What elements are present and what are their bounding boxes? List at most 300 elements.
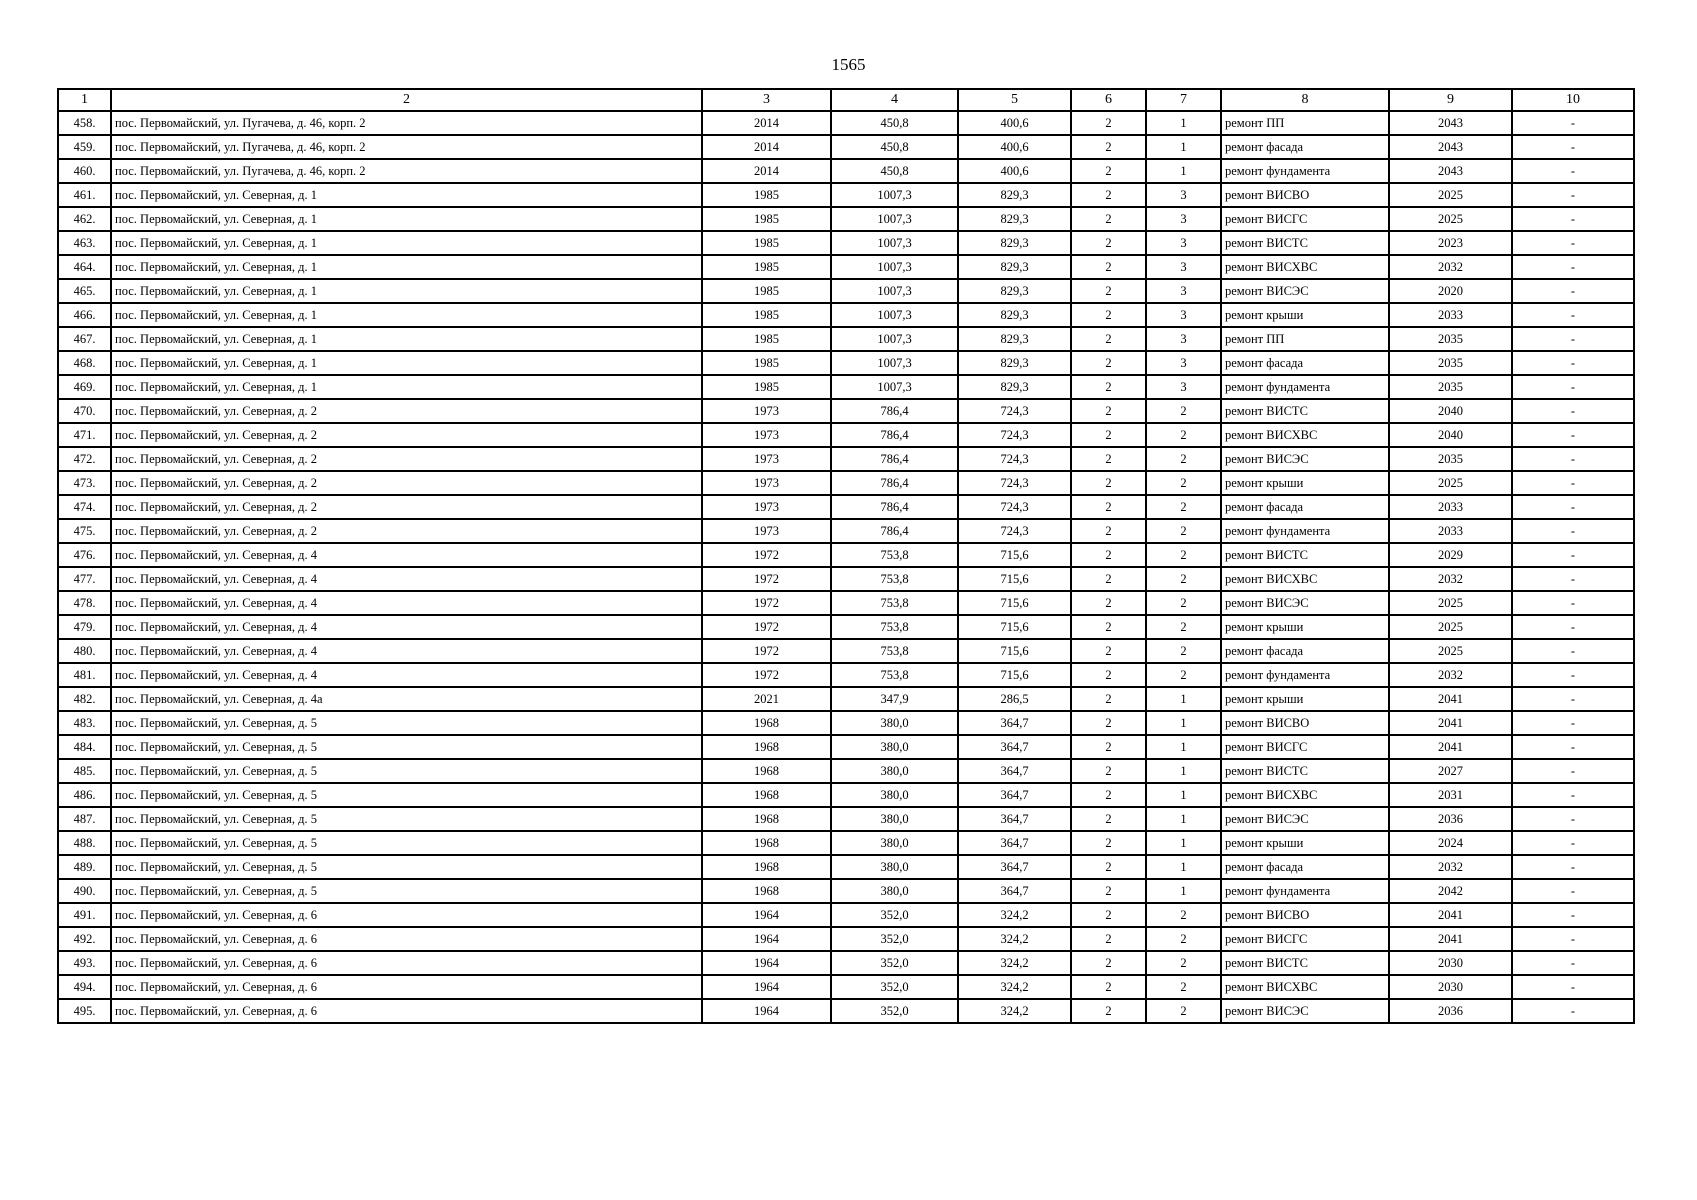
table-row [58,255,1634,279]
cell-work-type: ремонт крыши [1221,831,1389,855]
cell-work-type: ремонт фундамента [1221,879,1389,903]
cell-address: пос. Первомайский, ул. Северная, д. 1 [111,183,702,207]
cell-year-built: 1973 [702,495,831,519]
table-row [58,303,1634,327]
cell-year-built: 1972 [702,615,831,639]
cell-row-number: 467. [58,327,111,351]
cell-total-area: 753,8 [831,591,958,615]
cell-year-built: 1973 [702,423,831,447]
cell-year-built: 1964 [702,999,831,1023]
cell-year-built: 1973 [702,399,831,423]
cell-planned-year: 2035 [1389,447,1512,471]
cell-address: пос. Первомайский, ул. Северная, д. 4 [111,591,702,615]
cell-entrances: 2 [1146,615,1221,639]
cell-note: - [1512,567,1634,591]
cell-note: - [1512,279,1634,303]
cell-floors: 2 [1071,711,1146,735]
cell-entrances: 3 [1146,327,1221,351]
cell-note: - [1512,927,1634,951]
cell-year-built: 2021 [702,687,831,711]
cell-work-type: ремонт ВИСХВС [1221,423,1389,447]
cell-work-type: ремонт ВИСХВС [1221,255,1389,279]
table-row [58,951,1634,975]
cell-work-type: ремонт ВИСВО [1221,711,1389,735]
cell-living-area: 829,3 [958,327,1071,351]
cell-planned-year: 2025 [1389,471,1512,495]
cell-row-number: 490. [58,879,111,903]
cell-year-built: 1968 [702,783,831,807]
cell-living-area: 715,6 [958,543,1071,567]
cell-year-built: 1985 [702,183,831,207]
cell-address: пос. Первомайский, ул. Северная, д. 5 [111,735,702,759]
cell-entrances: 1 [1146,135,1221,159]
cell-work-type: ремонт фасада [1221,351,1389,375]
cell-year-built: 1985 [702,327,831,351]
cell-planned-year: 2025 [1389,615,1512,639]
cell-floors: 2 [1071,879,1146,903]
cell-floors: 2 [1071,135,1146,159]
cell-work-type: ремонт фундамента [1221,375,1389,399]
cell-year-built: 1968 [702,759,831,783]
cell-work-type: ремонт ВИСЭС [1221,279,1389,303]
cell-living-area: 400,6 [958,111,1071,135]
cell-floors: 2 [1071,207,1146,231]
cell-planned-year: 2029 [1389,543,1512,567]
cell-row-number: 466. [58,303,111,327]
table-row [58,687,1634,711]
cell-floors: 2 [1071,375,1146,399]
cell-living-area: 829,3 [958,375,1071,399]
cell-floors: 2 [1071,303,1146,327]
cell-address: пос. Первомайский, ул. Северная, д. 1 [111,279,702,303]
cell-address: пос. Первомайский, ул. Северная, д. 4 [111,615,702,639]
cell-planned-year: 2027 [1389,759,1512,783]
cell-row-number: 485. [58,759,111,783]
cell-living-area: 724,3 [958,447,1071,471]
cell-total-area: 786,4 [831,471,958,495]
cell-planned-year: 2043 [1389,111,1512,135]
cell-total-area: 786,4 [831,519,958,543]
table-row [58,447,1634,471]
cell-year-built: 1972 [702,639,831,663]
cell-total-area: 352,0 [831,951,958,975]
cell-work-type: ремонт ПП [1221,111,1389,135]
cell-note: - [1512,519,1634,543]
table-row [58,375,1634,399]
cell-work-type: ремонт крыши [1221,615,1389,639]
cell-total-area: 1007,3 [831,375,958,399]
cell-note: - [1512,879,1634,903]
cell-row-number: 459. [58,135,111,159]
cell-row-number: 482. [58,687,111,711]
cell-note: - [1512,159,1634,183]
cell-address: пос. Первомайский, ул. Северная, д. 4 [111,543,702,567]
cell-work-type: ремонт фасада [1221,495,1389,519]
cell-living-area: 724,3 [958,399,1071,423]
cell-year-built: 1972 [702,543,831,567]
cell-year-built: 1972 [702,663,831,687]
cell-planned-year: 2030 [1389,951,1512,975]
cell-note: - [1512,495,1634,519]
cell-floors: 2 [1071,495,1146,519]
cell-note: - [1512,831,1634,855]
cell-work-type: ремонт ВИСТС [1221,951,1389,975]
cell-planned-year: 2025 [1389,639,1512,663]
cell-living-area: 715,6 [958,591,1071,615]
cell-year-built: 1985 [702,375,831,399]
cell-planned-year: 2042 [1389,879,1512,903]
cell-total-area: 753,8 [831,543,958,567]
cell-note: - [1512,663,1634,687]
cell-floors: 2 [1071,447,1146,471]
cell-total-area: 1007,3 [831,327,958,351]
cell-note: - [1512,111,1634,135]
cell-row-number: 495. [58,999,111,1023]
cell-total-area: 347,9 [831,687,958,711]
cell-work-type: ремонт крыши [1221,687,1389,711]
cell-note: - [1512,399,1634,423]
cell-row-number: 484. [58,735,111,759]
cell-note: - [1512,375,1634,399]
cell-living-area: 829,3 [958,255,1071,279]
cell-row-number: 486. [58,783,111,807]
cell-row-number: 468. [58,351,111,375]
cell-floors: 2 [1071,231,1146,255]
cell-row-number: 465. [58,279,111,303]
table-row [58,327,1634,351]
cell-floors: 2 [1071,567,1146,591]
cell-note: - [1512,975,1634,999]
cell-row-number: 458. [58,111,111,135]
cell-entrances: 3 [1146,207,1221,231]
cell-note: - [1512,687,1634,711]
cell-entrances: 3 [1146,303,1221,327]
cell-planned-year: 2024 [1389,831,1512,855]
cell-living-area: 715,6 [958,615,1071,639]
cell-year-built: 1968 [702,831,831,855]
cell-floors: 2 [1071,351,1146,375]
cell-row-number: 483. [58,711,111,735]
cell-entrances: 2 [1146,543,1221,567]
cell-work-type: ремонт фасада [1221,639,1389,663]
cell-work-type: ремонт фасада [1221,855,1389,879]
cell-row-number: 460. [58,159,111,183]
cell-floors: 2 [1071,903,1146,927]
cell-work-type: ремонт крыши [1221,303,1389,327]
cell-address: пос. Первомайский, ул. Северная, д. 1 [111,351,702,375]
cell-year-built: 1972 [702,591,831,615]
cell-work-type: ремонт фундамента [1221,519,1389,543]
cell-living-area: 715,6 [958,567,1071,591]
cell-entrances: 1 [1146,783,1221,807]
cell-note: - [1512,615,1634,639]
cell-entrances: 2 [1146,999,1221,1023]
cell-total-area: 1007,3 [831,183,958,207]
cell-floors: 2 [1071,951,1146,975]
cell-total-area: 352,0 [831,975,958,999]
cell-row-number: 464. [58,255,111,279]
cell-year-built: 1973 [702,471,831,495]
cell-row-number: 487. [58,807,111,831]
cell-note: - [1512,951,1634,975]
cell-floors: 2 [1071,687,1146,711]
cell-total-area: 450,8 [831,159,958,183]
column-header-4: 4 [831,89,958,111]
table-row [58,495,1634,519]
cell-living-area: 724,3 [958,519,1071,543]
cell-year-built: 1964 [702,903,831,927]
cell-address: пос. Первомайский, ул. Северная, д. 5 [111,759,702,783]
cell-year-built: 1968 [702,879,831,903]
cell-living-area: 364,7 [958,711,1071,735]
cell-total-area: 753,8 [831,615,958,639]
cell-total-area: 1007,3 [831,279,958,303]
cell-total-area: 450,8 [831,111,958,135]
cell-living-area: 829,3 [958,303,1071,327]
cell-entrances: 2 [1146,447,1221,471]
cell-entrances: 1 [1146,159,1221,183]
cell-address: пос. Первомайский, ул. Северная, д. 1 [111,231,702,255]
cell-planned-year: 2040 [1389,423,1512,447]
cell-floors: 2 [1071,279,1146,303]
table-row [58,183,1634,207]
table-row [58,351,1634,375]
cell-living-area: 400,6 [958,159,1071,183]
cell-entrances: 2 [1146,903,1221,927]
cell-living-area: 324,2 [958,999,1071,1023]
column-header-10: 10 [1512,89,1634,111]
cell-floors: 2 [1071,591,1146,615]
column-header-8: 8 [1221,89,1389,111]
cell-total-area: 786,4 [831,447,958,471]
cell-entrances: 1 [1146,711,1221,735]
cell-year-built: 1985 [702,255,831,279]
cell-year-built: 1968 [702,711,831,735]
cell-total-area: 380,0 [831,735,958,759]
cell-living-area: 724,3 [958,471,1071,495]
cell-planned-year: 2035 [1389,375,1512,399]
cell-planned-year: 2043 [1389,159,1512,183]
cell-planned-year: 2041 [1389,903,1512,927]
table-row [58,207,1634,231]
cell-entrances: 2 [1146,975,1221,999]
cell-row-number: 491. [58,903,111,927]
cell-address: пос. Первомайский, ул. Северная, д. 5 [111,711,702,735]
cell-floors: 2 [1071,639,1146,663]
cell-floors: 2 [1071,471,1146,495]
cell-note: - [1512,183,1634,207]
repair-schedule-table [57,88,1635,1024]
cell-address: пос. Первомайский, ул. Северная, д. 6 [111,927,702,951]
cell-total-area: 380,0 [831,711,958,735]
cell-planned-year: 2031 [1389,783,1512,807]
cell-note: - [1512,231,1634,255]
cell-address: пос. Первомайский, ул. Северная, д. 5 [111,807,702,831]
cell-total-area: 380,0 [831,807,958,831]
cell-total-area: 1007,3 [831,207,958,231]
cell-year-built: 2014 [702,135,831,159]
cell-address: пос. Первомайский, ул. Северная, д. 6 [111,951,702,975]
cell-address: пос. Первомайский, ул. Северная, д. 1 [111,375,702,399]
cell-living-area: 364,7 [958,783,1071,807]
cell-living-area: 829,3 [958,231,1071,255]
cell-row-number: 472. [58,447,111,471]
cell-year-built: 1968 [702,735,831,759]
cell-note: - [1512,999,1634,1023]
cell-address: пос. Первомайский, ул. Северная, д. 2 [111,423,702,447]
cell-year-built: 1973 [702,447,831,471]
cell-work-type: ремонт ПП [1221,327,1389,351]
table-row [58,279,1634,303]
cell-year-built: 1985 [702,207,831,231]
cell-floors: 2 [1071,255,1146,279]
cell-address: пос. Первомайский, ул. Северная, д. 2 [111,519,702,543]
cell-address: пос. Первомайский, ул. Северная, д. 1 [111,303,702,327]
column-header-1: 1 [58,89,111,111]
table-header-row [58,89,1634,111]
column-header-2: 2 [111,89,702,111]
cell-living-area: 829,3 [958,351,1071,375]
cell-year-built: 1985 [702,231,831,255]
cell-total-area: 450,8 [831,135,958,159]
cell-note: - [1512,327,1634,351]
cell-floors: 2 [1071,999,1146,1023]
page-number: 1565 [831,55,866,74]
cell-year-built: 2014 [702,111,831,135]
cell-note: - [1512,471,1634,495]
cell-planned-year: 2023 [1389,231,1512,255]
table-row [58,807,1634,831]
cell-total-area: 352,0 [831,903,958,927]
cell-address: пос. Первомайский, ул. Северная, д. 5 [111,879,702,903]
cell-address: пос. Первомайский, ул. Северная, д. 5 [111,831,702,855]
cell-total-area: 753,8 [831,639,958,663]
cell-work-type: ремонт ВИСВО [1221,183,1389,207]
cell-work-type: ремонт ВИСТС [1221,759,1389,783]
cell-living-area: 724,3 [958,495,1071,519]
cell-work-type: ремонт ВИСХВС [1221,783,1389,807]
cell-row-number: 463. [58,231,111,255]
cell-row-number: 476. [58,543,111,567]
cell-entrances: 2 [1146,927,1221,951]
cell-year-built: 1985 [702,279,831,303]
cell-note: - [1512,783,1634,807]
cell-planned-year: 2025 [1389,207,1512,231]
cell-address: пос. Первомайский, ул. Пугачева, д. 46, корп. 2 [111,111,702,135]
column-header-5: 5 [958,89,1071,111]
cell-planned-year: 2030 [1389,975,1512,999]
cell-floors: 2 [1071,855,1146,879]
table-row [58,567,1634,591]
cell-living-area: 715,6 [958,639,1071,663]
table-row [58,927,1634,951]
cell-note: - [1512,855,1634,879]
cell-total-area: 786,4 [831,423,958,447]
cell-address: пос. Первомайский, ул. Северная, д. 6 [111,975,702,999]
cell-work-type: ремонт ВИСТС [1221,231,1389,255]
cell-planned-year: 2032 [1389,255,1512,279]
cell-row-number: 494. [58,975,111,999]
table-row [58,159,1634,183]
cell-entrances: 3 [1146,183,1221,207]
cell-address: пос. Первомайский, ул. Северная, д. 1 [111,327,702,351]
cell-living-area: 829,3 [958,207,1071,231]
cell-floors: 2 [1071,615,1146,639]
cell-work-type: ремонт ВИСТС [1221,543,1389,567]
cell-floors: 2 [1071,975,1146,999]
cell-living-area: 364,7 [958,735,1071,759]
cell-planned-year: 2020 [1389,279,1512,303]
cell-row-number: 480. [58,639,111,663]
cell-living-area: 324,2 [958,903,1071,927]
cell-note: - [1512,759,1634,783]
cell-floors: 2 [1071,927,1146,951]
cell-entrances: 2 [1146,591,1221,615]
cell-note: - [1512,303,1634,327]
cell-work-type: ремонт ВИСЭС [1221,591,1389,615]
cell-year-built: 1973 [702,519,831,543]
cell-address: пос. Первомайский, ул. Северная, д. 2 [111,471,702,495]
cell-row-number: 462. [58,207,111,231]
cell-entrances: 3 [1146,231,1221,255]
table-row [58,519,1634,543]
cell-total-area: 1007,3 [831,303,958,327]
cell-floors: 2 [1071,519,1146,543]
cell-entrances: 3 [1146,255,1221,279]
cell-work-type: ремонт ВИСГС [1221,927,1389,951]
cell-planned-year: 2032 [1389,567,1512,591]
cell-total-area: 380,0 [831,855,958,879]
cell-row-number: 473. [58,471,111,495]
cell-planned-year: 2036 [1389,807,1512,831]
cell-row-number: 471. [58,423,111,447]
cell-note: - [1512,591,1634,615]
column-header-7: 7 [1146,89,1221,111]
cell-address: пос. Первомайский, ул. Северная, д. 5 [111,783,702,807]
cell-year-built: 1964 [702,927,831,951]
cell-address: пос. Первомайский, ул. Северная, д. 1 [111,255,702,279]
cell-entrances: 1 [1146,111,1221,135]
cell-living-area: 324,2 [958,951,1071,975]
cell-work-type: ремонт ВИСЭС [1221,447,1389,471]
cell-entrances: 2 [1146,951,1221,975]
cell-entrances: 2 [1146,567,1221,591]
cell-note: - [1512,711,1634,735]
cell-total-area: 380,0 [831,759,958,783]
table-row [58,231,1634,255]
cell-living-area: 829,3 [958,279,1071,303]
cell-address: пос. Первомайский, ул. Северная, д. 4а [111,687,702,711]
cell-note: - [1512,807,1634,831]
cell-total-area: 786,4 [831,495,958,519]
cell-row-number: 489. [58,855,111,879]
cell-work-type: ремонт ВИСХВС [1221,567,1389,591]
cell-year-built: 1985 [702,351,831,375]
cell-living-area: 400,6 [958,135,1071,159]
cell-total-area: 352,0 [831,927,958,951]
cell-floors: 2 [1071,663,1146,687]
cell-living-area: 364,7 [958,831,1071,855]
cell-planned-year: 2040 [1389,399,1512,423]
cell-address: пос. Первомайский, ул. Пугачева, д. 46, корп. 2 [111,159,702,183]
cell-address: пос. Первомайский, ул. Северная, д. 6 [111,903,702,927]
cell-row-number: 470. [58,399,111,423]
cell-row-number: 493. [58,951,111,975]
cell-address: пос. Первомайский, ул. Северная, д. 5 [111,855,702,879]
cell-row-number: 479. [58,615,111,639]
cell-entrances: 2 [1146,495,1221,519]
table-row [58,423,1634,447]
